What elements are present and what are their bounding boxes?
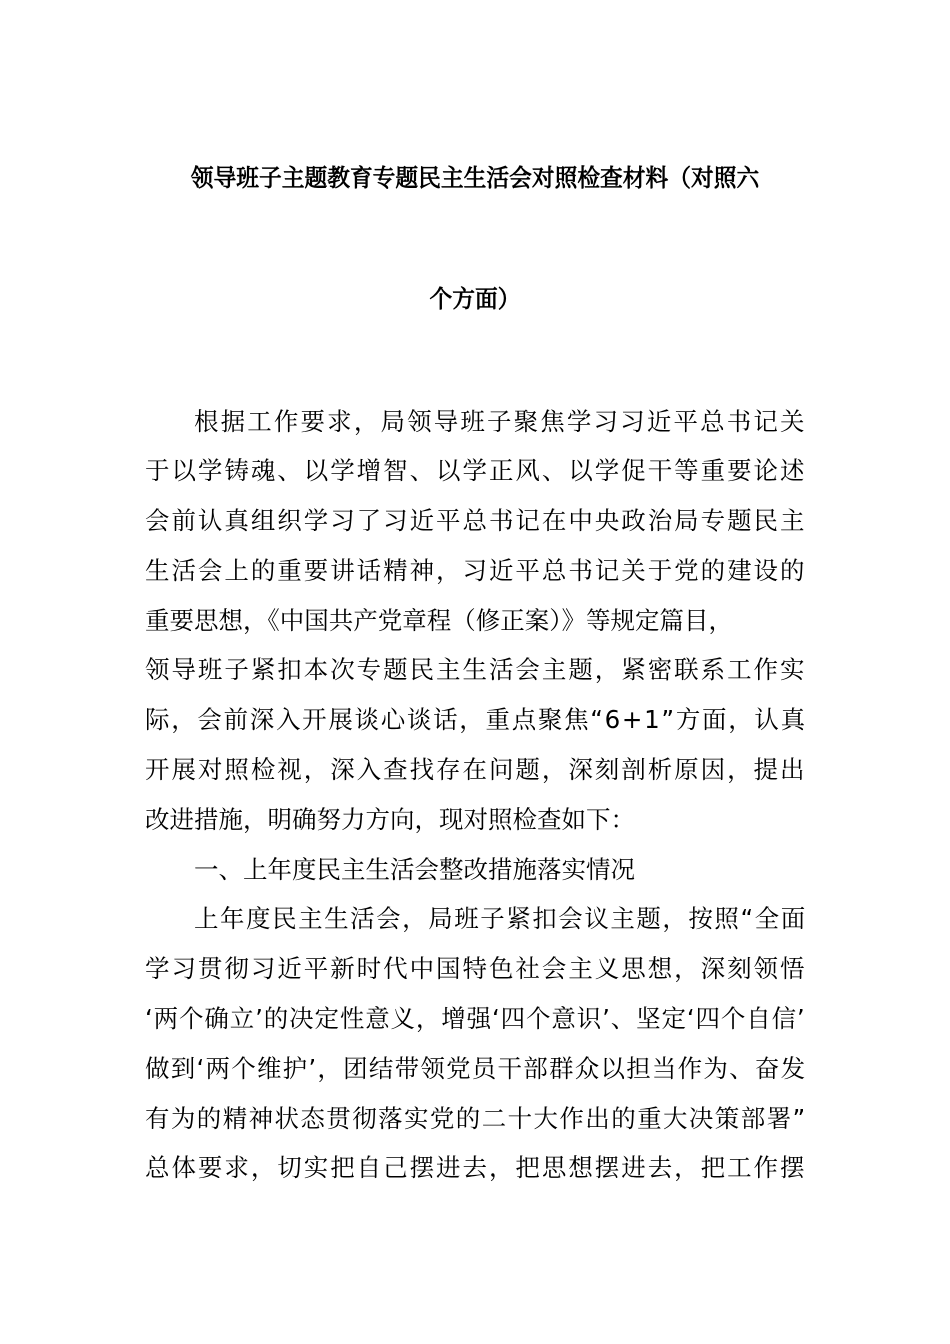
document-title-line-1: 领导班子主题教育专题民主生活会对照检查材料（对照六 bbox=[190, 164, 760, 192]
section-heading: 一、上年度民主生活会整改措施落实情况 bbox=[194, 855, 635, 884]
body-line: 根据工作要求，局领导班子聚焦学习习近平总书记关 bbox=[194, 407, 807, 436]
body-line: ‘两个确立’的决定性意义，增强‘四个意识’、坚定‘四个自信’ bbox=[145, 1004, 806, 1033]
body-line: 于以学铸魂、以学增智、以学正风、以学促干等重要论述 bbox=[145, 456, 807, 485]
body-line: 学习贯彻习近平新时代中国特色社会主义思想，深刻领悟 bbox=[145, 954, 807, 983]
body-line: 做到‘两个维护’，团结带领党员干部群众以担当作为、奋发 bbox=[145, 1054, 807, 1083]
document-title-line-2: 个方面） bbox=[429, 285, 521, 313]
body-line: 际，会前深入开展谈心谈话，重点聚焦“6+1”方面，认真 bbox=[145, 705, 807, 734]
body-line: 领导班子紧扣本次专题民主生活会主题，紧密联系工作实 bbox=[145, 655, 807, 684]
body-line: 总体要求，切实把自己摆进去，把思想摆进去，把工作摆 bbox=[145, 1153, 807, 1182]
body-line: 重要思想，《中国共产党章程（修正案）》等规定篇目， bbox=[145, 606, 733, 635]
body-line: 改进措施，明确努力方向，现对照检查如下： bbox=[145, 805, 635, 834]
body-line: 上年度民主生活会，局班子紧扣会议主题，按照“全面 bbox=[194, 904, 807, 933]
body-line: 生活会上的重要讲话精神，习近平总书记关于党的建设的 bbox=[145, 556, 807, 585]
body-line: 有为的精神状态贯彻落实党的二十大作出的重大决策部署” bbox=[145, 1104, 807, 1133]
body-line: 会前认真组织学习了习近平总书记在中央政治局专题民主 bbox=[145, 506, 807, 535]
body-line: 开展对照检视，深入查找存在问题，深刻剖析原因，提出 bbox=[145, 755, 807, 784]
